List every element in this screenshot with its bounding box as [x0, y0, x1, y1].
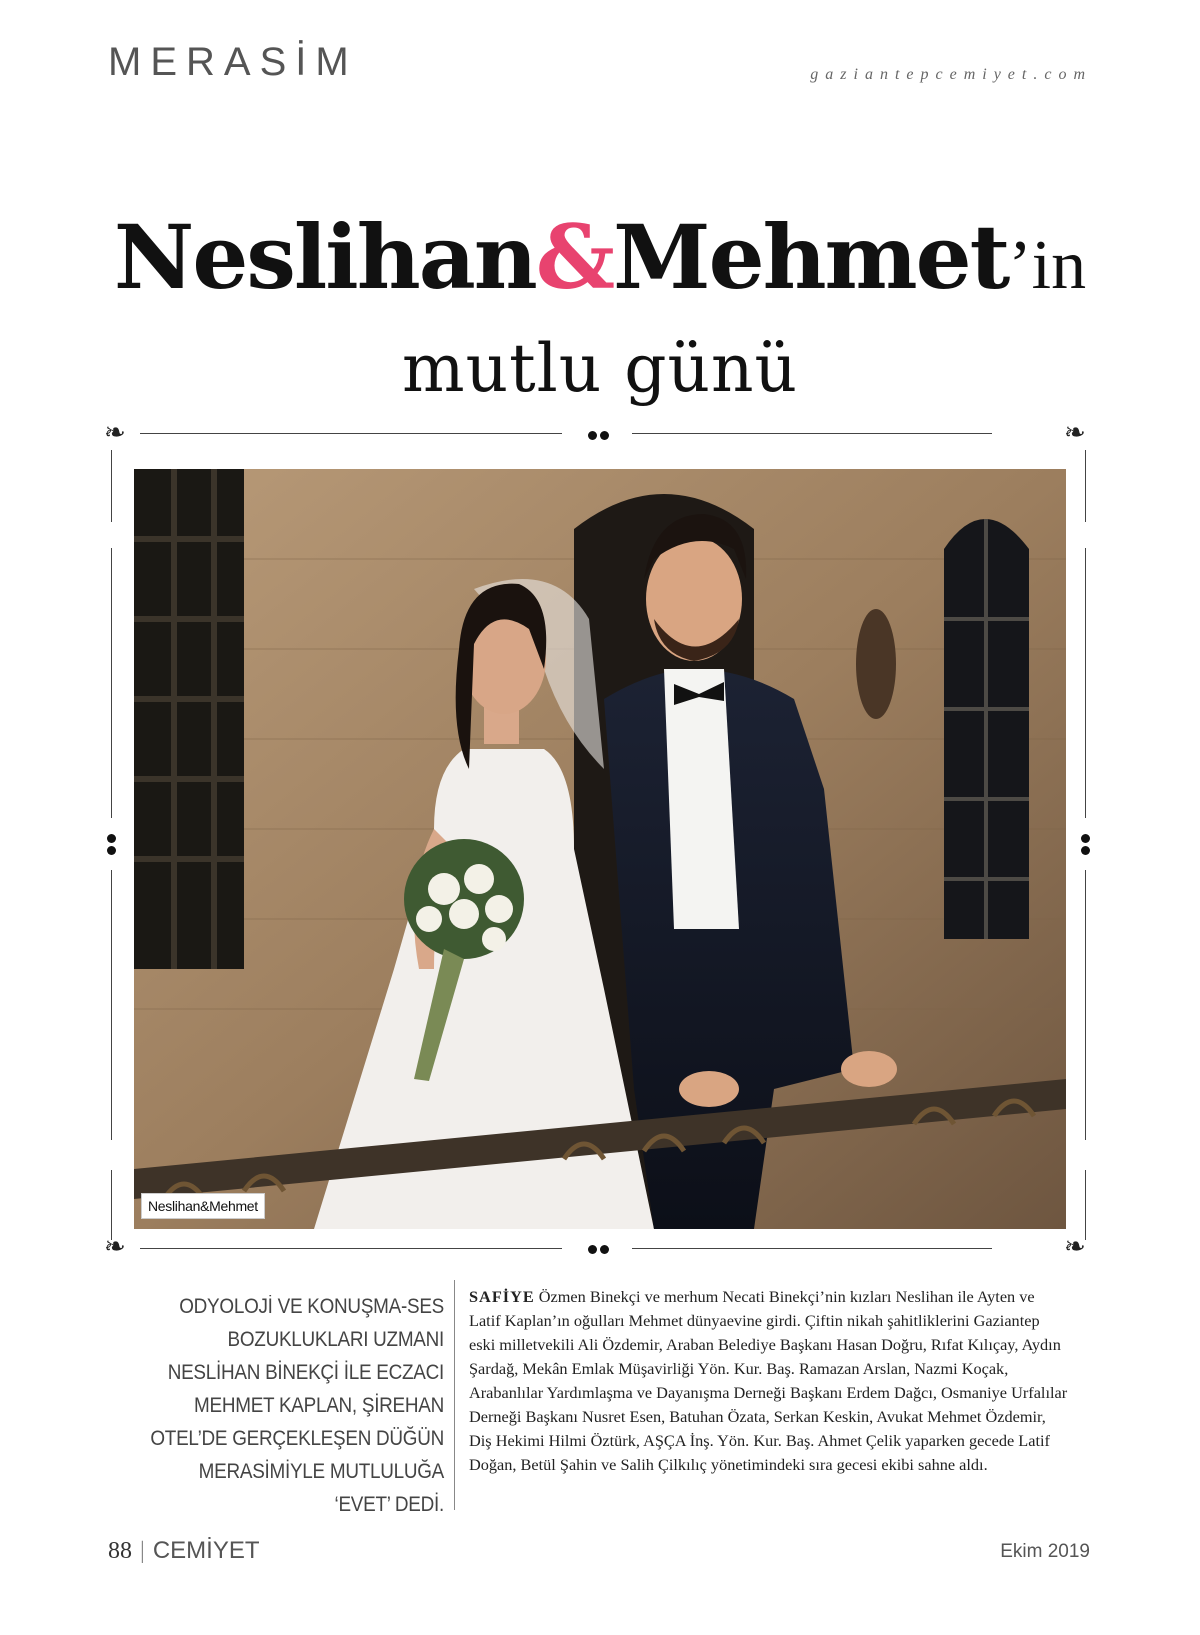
footer-separator: |	[140, 1538, 145, 1564]
article-body	[469, 1285, 1069, 1477]
headline-ampersand: &	[535, 205, 614, 309]
headline-subtitle: mutlu günü	[402, 330, 798, 407]
frame-right-top-line	[1085, 450, 1086, 522]
frame-dot	[107, 846, 116, 855]
frame-dot	[588, 431, 597, 440]
frame-right-bottom-line	[1085, 1170, 1086, 1240]
frame-top-right-line	[632, 433, 992, 434]
frame-left-line	[111, 548, 112, 818]
frame-left-line	[111, 870, 112, 1140]
frame-dot	[1081, 834, 1090, 843]
article-dropword: SAFİYE	[469, 1287, 535, 1306]
frame-bottom-left-line	[140, 1248, 562, 1249]
headline-name-1: Neslihan	[113, 205, 536, 309]
magazine-name: CEMİYET	[152, 1537, 260, 1564]
issue-date: Ekim 2019	[1000, 1541, 1090, 1562]
frame-dot	[600, 1245, 609, 1254]
headline-suffix: ’in	[1008, 227, 1087, 304]
frame-right-line	[1085, 870, 1086, 1140]
article-lead: ODYOLOJİ VE KONUŞMA-SES BOZUKLUKLARI UZMANI NESLİHAN BİNEKÇİ İLE ECZACI MEHMET KAPLAN, ŞİREHAN OTEL’DE GERÇEKLEŞEN DÜĞÜN MERASİMİYLE MUTLULUĞA ‘EVET’ DEDİ.	[150, 1295, 445, 1516]
wedding-photo	[134, 469, 1066, 1229]
frame-left-top-line	[111, 450, 112, 522]
headline-name-2: Mehmet	[613, 205, 1009, 309]
page-number: 88	[108, 1538, 132, 1564]
column-divider	[454, 1280, 455, 1510]
frame-left-bottom-line	[111, 1170, 112, 1240]
frame-dot	[600, 431, 609, 440]
corner-ornament-icon: ❧	[1064, 418, 1086, 447]
footer-page-info	[108, 1537, 260, 1565]
photo-caption: Neslihan&Mehmet	[141, 1193, 265, 1219]
frame-right-line	[1085, 548, 1086, 818]
wedding-photo-illustration	[134, 469, 1066, 1229]
corner-ornament-icon: ❧	[1064, 1232, 1086, 1261]
corner-ornament-icon: ❧	[104, 1232, 126, 1261]
frame-dot	[107, 834, 116, 843]
frame-top-left-line	[140, 433, 562, 434]
article-body-text: Özmen Binekçi ve merhum Necati Binekçi’nin kızları Neslihan ile Ayten ve Latif Kaplan’ın oğulları Mehmet dünyaevine girdi. Çiftin nikah şahitliklerini Gaziantep eski milletvekili Ali Özdemir, Araban Belediye Başkanı Hasan Doğru, Rıfat Kılıçay, Aydın Şardağ, Mekân Emlak Müşavirliği Yön. Kur. Baş. Ramazan Arslan, Nazmi Koçak, Arabanlılar Yardımlaşma ve Dayanışma Derneği Başkanı Erdem Dağcı, Osmaniye Urfalılar Derneği Başkanı Nusret Esen, Batuhan Özata, Serkan Keskin, Avukat Mehmet Özdemir, Diş Hekimi Hilmi Öztürk, AŞÇA İnş. Yön. Kur. Baş. Ahmet Çelik yaparken gecede Latif Doğan, Betül Şahin ve Salih Çilkılıç yönetimindeki sıra gecesi ekibi sahne aldı.	[469, 1287, 1068, 1474]
frame-dot	[1081, 846, 1090, 855]
corner-ornament-icon: ❧	[104, 418, 126, 447]
section-title: MERASİM	[108, 40, 358, 84]
frame-dot	[588, 1245, 597, 1254]
headline	[0, 205, 1200, 309]
website-url[interactable]: gaziantepcemiyet.com	[810, 66, 1092, 83]
frame-bottom-right-line	[632, 1248, 992, 1249]
